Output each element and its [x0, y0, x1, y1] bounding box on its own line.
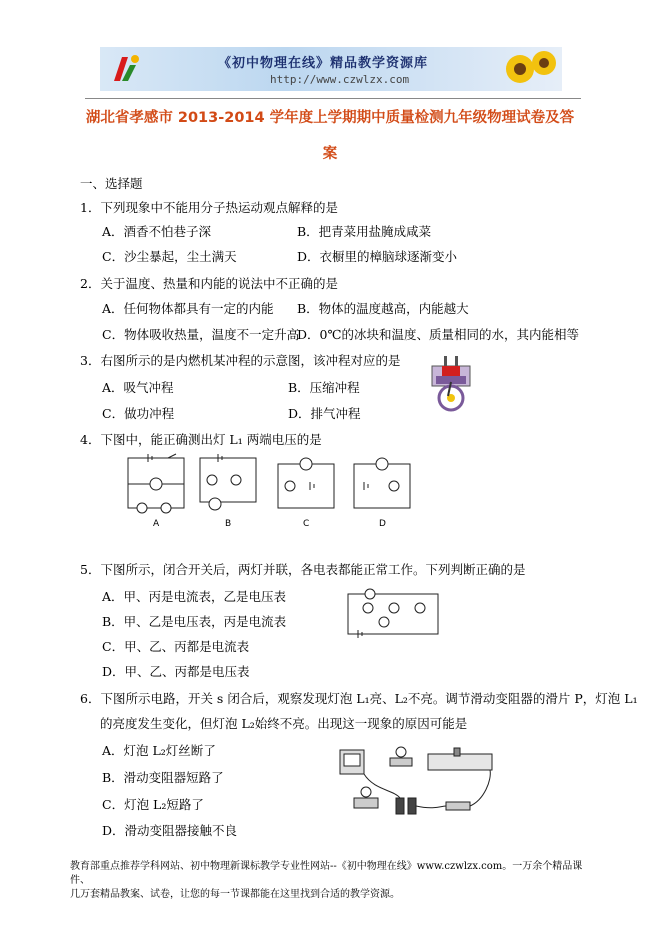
- q5-stem: 5．下图所示，闭合开关后，两灯并联，各电表都能正常工作。下列判断正确的是: [80, 562, 526, 577]
- q6-option-c[interactable]: C．灯泡 L₂短路了: [102, 797, 204, 812]
- sunflower-icon: [500, 49, 558, 89]
- q6-apparatus-diagram: [334, 740, 502, 822]
- q5-option-d[interactable]: D．甲、乙、丙都是电压表: [102, 664, 250, 679]
- engine-diagram: [428, 352, 474, 414]
- site-logo-icon: [108, 51, 144, 87]
- q3-option-d[interactable]: D．排气冲程: [288, 406, 361, 421]
- q2-option-c[interactable]: C．物体吸收热量，温度不一定升高: [102, 327, 300, 342]
- title-line-1: 湖北省孝感市 2013-2014 学年度上学期期中质量检测九年级物理试卷及答: [85, 110, 575, 126]
- q3-stem: 3．右图所示的是内燃机某冲程的示意图，该冲程对应的是: [80, 353, 401, 368]
- q2-option-d[interactable]: D．0℃的冰块和温度、质量相同的水，其内能相等: [297, 327, 579, 342]
- q6-option-b[interactable]: B．滑动变阻器短路了: [102, 770, 224, 785]
- header-rule: [85, 98, 581, 99]
- site-banner: [100, 47, 562, 91]
- q3-option-c[interactable]: C．做功冲程: [102, 406, 175, 421]
- q1-stem: 1．下列现象中不能用分子热运动观点解释的是: [80, 200, 338, 215]
- q3-option-b[interactable]: B．压缩冲程: [288, 380, 360, 395]
- q5-option-b[interactable]: B．甲、乙是电压表，丙是电流表: [102, 614, 287, 629]
- footer-line-2: 几万套精品教案、试卷，让您的每一节课都能在这里找到合适的教学资源。: [70, 889, 400, 900]
- q6-stem-line-2: 的亮度发生变化，但灯泡 L₂始终不亮。出现这一现象的原因可能是: [100, 716, 468, 731]
- q4-label-c: C: [303, 519, 310, 529]
- q1-option-a[interactable]: A．酒香不怕巷子深: [102, 224, 212, 239]
- banner-url[interactable]: http://www.czwlzx.com: [270, 73, 410, 86]
- q5-option-c[interactable]: C．甲、乙、丙都是电流表: [102, 639, 250, 654]
- q6-stem: 6．下图所示电路，开关 s 闭合后，观察发现灯泡 L₁亮、L₂不亮。调节滑动变阻器的滑片 P，灯泡 L₁: [80, 691, 638, 706]
- q6-option-a[interactable]: A．灯泡 L₂灯丝断了: [102, 743, 216, 758]
- q1-option-c[interactable]: C．沙尘暴起，尘土满天: [102, 249, 237, 264]
- banner-title: 《初中物理在线》精品教学资源库: [218, 56, 429, 71]
- q5-option-a[interactable]: A．甲、丙是电流表，乙是电压表: [102, 589, 287, 604]
- q4-stem: 4．下图中，能正确测出灯 L₁ 两端电压的是: [80, 432, 322, 447]
- q2-stem: 2．关于温度、热量和内能的说法中不正确的是: [80, 276, 338, 291]
- q4-label-d: D: [379, 519, 386, 529]
- q4-label-b: B: [225, 519, 232, 529]
- q2-option-a[interactable]: A．任何物体都具有一定的内能: [102, 301, 274, 316]
- q4-circuit-diagrams: [120, 452, 420, 532]
- q6-option-d[interactable]: D．滑动变阻器接触不良: [102, 823, 238, 838]
- q2-option-b[interactable]: B．物体的温度越高，内能越大: [297, 301, 469, 316]
- title-line-2: 案: [322, 146, 338, 162]
- section-heading: 一、选择题: [80, 176, 143, 191]
- page-title: [80, 105, 580, 167]
- footer-line-1: 教育部重点推荐学科网站、初中物理新课标教学专业性网站--《初中物理在线》www.czwlzx.com。一万余个精品课件、: [70, 861, 583, 886]
- q1-option-b[interactable]: B．把青菜用盐腌成咸菜: [297, 224, 432, 239]
- q1-option-d[interactable]: D．衣橱里的樟脑球逐渐变小: [297, 249, 458, 264]
- q4-label-a: A: [153, 519, 160, 529]
- q5-circuit-diagram: [340, 586, 446, 642]
- page-footer: [70, 860, 600, 902]
- q3-option-a[interactable]: A．吸气冲程: [102, 380, 174, 395]
